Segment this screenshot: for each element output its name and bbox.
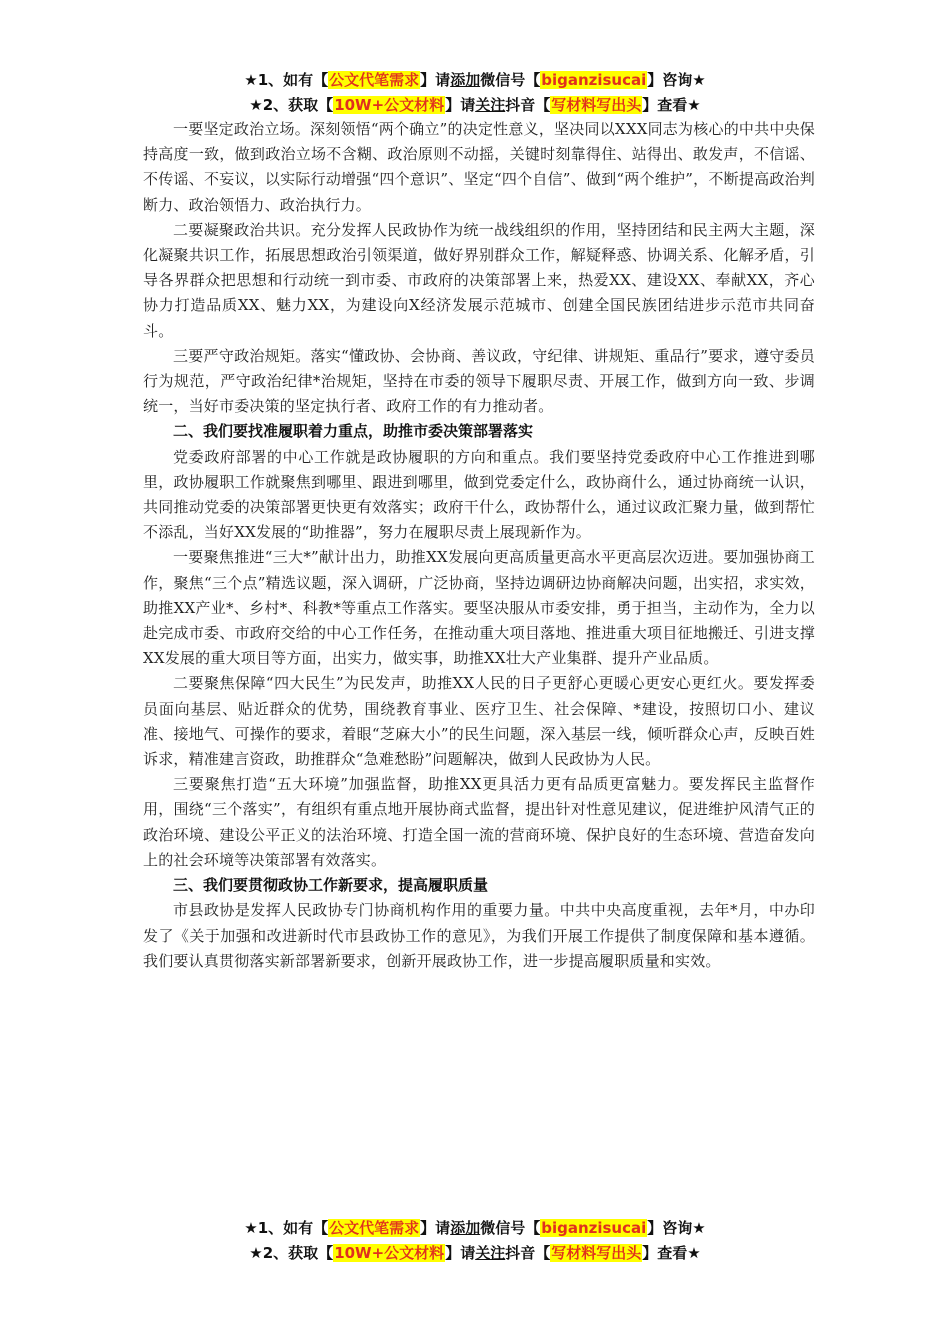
banner-emphasis: 关注 xyxy=(475,96,506,114)
paragraph: 二要聚焦保障“四大民生”为民发声，助推XX人民的日子更舒心更暖心更安心更红火。要发挥委员面向基层、贴近群众的优势，围绕教育事业、医疗卫生、社会保障、*建设，按照切口小、建议准、接地气、可操作的要求，着眼“芝麻大小”的民生问题，深入基层一线，倾听群众心声，反映百姓诉求，精准建言资政，助推群众“急难愁盼”问题解决，做到人民政协为人民。 xyxy=(143,674,815,769)
banner-text: 】请 xyxy=(420,1219,451,1237)
paragraph: 三要聚焦打造“五大环境”加强监督，助推XX更具活力更有品质更富魅力。要发挥民主监督作用，围绕“三个落实”，有组织有重点地开展协商式监督，提出针对性意见建议，促进维护风清气正的政治环境、建设公平正义的法治环境、打造全国一流的营商环境、保护良好的生态环境、营造奋发向上的社会环境等决策部署有效落实。 xyxy=(143,775,815,869)
banner-text: 】请 xyxy=(445,1244,476,1262)
banner-emphasis: 添加 xyxy=(450,71,481,89)
banner-text: 】请 xyxy=(420,71,451,89)
banner-text: ★1、如有【 xyxy=(244,1219,329,1237)
banner-emphasis: 添加 xyxy=(450,1219,481,1237)
banner-highlight: 10W+公文材料 xyxy=(334,1244,445,1262)
banner-highlight: 写材料写出头 xyxy=(551,1244,642,1262)
paragraph: 三要严守政治规矩。落实“懂政协、会协商、善议政，守纪律、讲规矩、重品行”要求，遵守委员行为规范，严守政治纪律*治规矩，坚持在市委的领导下履职尽责、开展工作，做到方向一致、步调统一，当好市委决策的坚定执行者、政府工作的有力推动者。 xyxy=(143,346,815,416)
banner-text: 抖音【 xyxy=(505,1244,551,1262)
top-banner-line-1 xyxy=(0,68,950,93)
top-banner-line-2 xyxy=(0,93,950,118)
paragraph: 二要凝聚政治共识。充分发挥人民政协作为统一战线组织的作用，坚持团结和民主两大主题，深化凝聚共识工作，拓展思想政治引领渠道，做好界别群众工作，解疑释惑、协调关系、化解矛盾，引导各界群众把思想和行动统一到市委、市政府的决策部署上来，热爱XX、建设XX、奉献XX，齐心协力打造品质XX、魅力XX，为建设向X经济发展示范城市、创建全国民族团结进步示范市共同奋斗。 xyxy=(143,220,815,340)
banner-emphasis: 关注 xyxy=(475,1244,506,1262)
banner-text: 微信号【 xyxy=(480,71,541,89)
paragraph: 市县政协是发挥人民政协专门协商机构作用的重要力量。中共中央高度重视，去年*月，中办印发了《关于加强和改进新时代市县政协工作的意见》，为我们开展工作提供了制度保障和基本遵循。我们要认真贯彻落实新部署新要求，创新开展政协工作，进一步提高履职质量和实效。 xyxy=(143,901,815,970)
section-heading: 二、我们要找准履职着力重点，助推市委决策部署落实 xyxy=(173,422,534,441)
banner-text: 】咨询★ xyxy=(647,1219,706,1237)
banner-text: ★2、获取【 xyxy=(249,96,334,114)
section-heading: 三、我们要贯彻政协工作新要求，提高履职质量 xyxy=(173,876,489,895)
banner-text: 微信号【 xyxy=(480,1219,541,1237)
banner-text: ★1、如有【 xyxy=(244,71,329,89)
banner-text: ★2、获取【 xyxy=(249,1244,334,1262)
document-body xyxy=(143,117,815,974)
banner-highlight: 公文代笔需求 xyxy=(329,71,420,89)
paragraph: 一要聚焦推进“三大*”献计出力，助推XX发展向更高质量更高水平更高层次迈进。要加强协商工作，聚焦“三个点”精选议题，深入调研，广泛协商，坚持边调研边协商解决问题，出实招，求实效，助推XX产业*、乡村*、科教*等重点工作落实。要坚决服从市委安排，勇于担当，主动作为，全力以赴完成市委、市政府交给的中心工作任务，在推动重大项目落地、推进重大项目征地搬迁、引进支撑XX发展的重大项目等方面，出实力，做实事，助推XX壮大产业集群、提升产业品质。 xyxy=(143,548,815,668)
banner-text: 】查看★ xyxy=(642,96,701,114)
bottom-banner xyxy=(0,1216,950,1266)
banner-highlight: 10W+公文材料 xyxy=(334,96,445,114)
banner-text: 】咨询★ xyxy=(647,71,706,89)
banner-text: 】查看★ xyxy=(642,1244,701,1262)
paragraph: 一要坚定政治立场。深刻领悟“两个确立”的决定性意义，坚决同以XXX同志为核心的中共中央保持高度一致，做到政治立场不含糊、政治原则不动摇，关键时刻靠得住、站得出、敢发声，不信谣、不传谣、不妄议，以实际行动增强“四个意识”、坚定“四个自信”、做到“两个维护”，不断提高政治判断力、政治领悟力、政治执行力。 xyxy=(143,120,815,214)
banner-highlight: 写材料写出头 xyxy=(551,96,642,114)
banner-highlight: biganzisucai xyxy=(541,71,647,89)
bottom-banner-line-1 xyxy=(0,1216,950,1241)
top-banner xyxy=(0,68,950,118)
bottom-banner-line-2 xyxy=(0,1241,950,1266)
banner-highlight: 公文代笔需求 xyxy=(329,1219,420,1237)
paragraph: 党委政府部署的中心工作就是政协履职的方向和重点。我们要坚持党委政府中心工作推进到哪里，政协履职工作就聚焦到哪里、跟进到哪里，做到党委定什么，政协商什么，通过协商统一认识，共同推动党委的决策部署更快更有效落实；政府干什么，政协帮什么，通过议政汇聚力量，做到帮忙不添乱，当好XX发展的“助推器”，努力在履职尽责上展现新作为。 xyxy=(143,447,815,542)
banner-text: 抖音【 xyxy=(505,96,551,114)
banner-highlight: biganzisucai xyxy=(541,1219,647,1237)
banner-text: 】请 xyxy=(445,96,476,114)
